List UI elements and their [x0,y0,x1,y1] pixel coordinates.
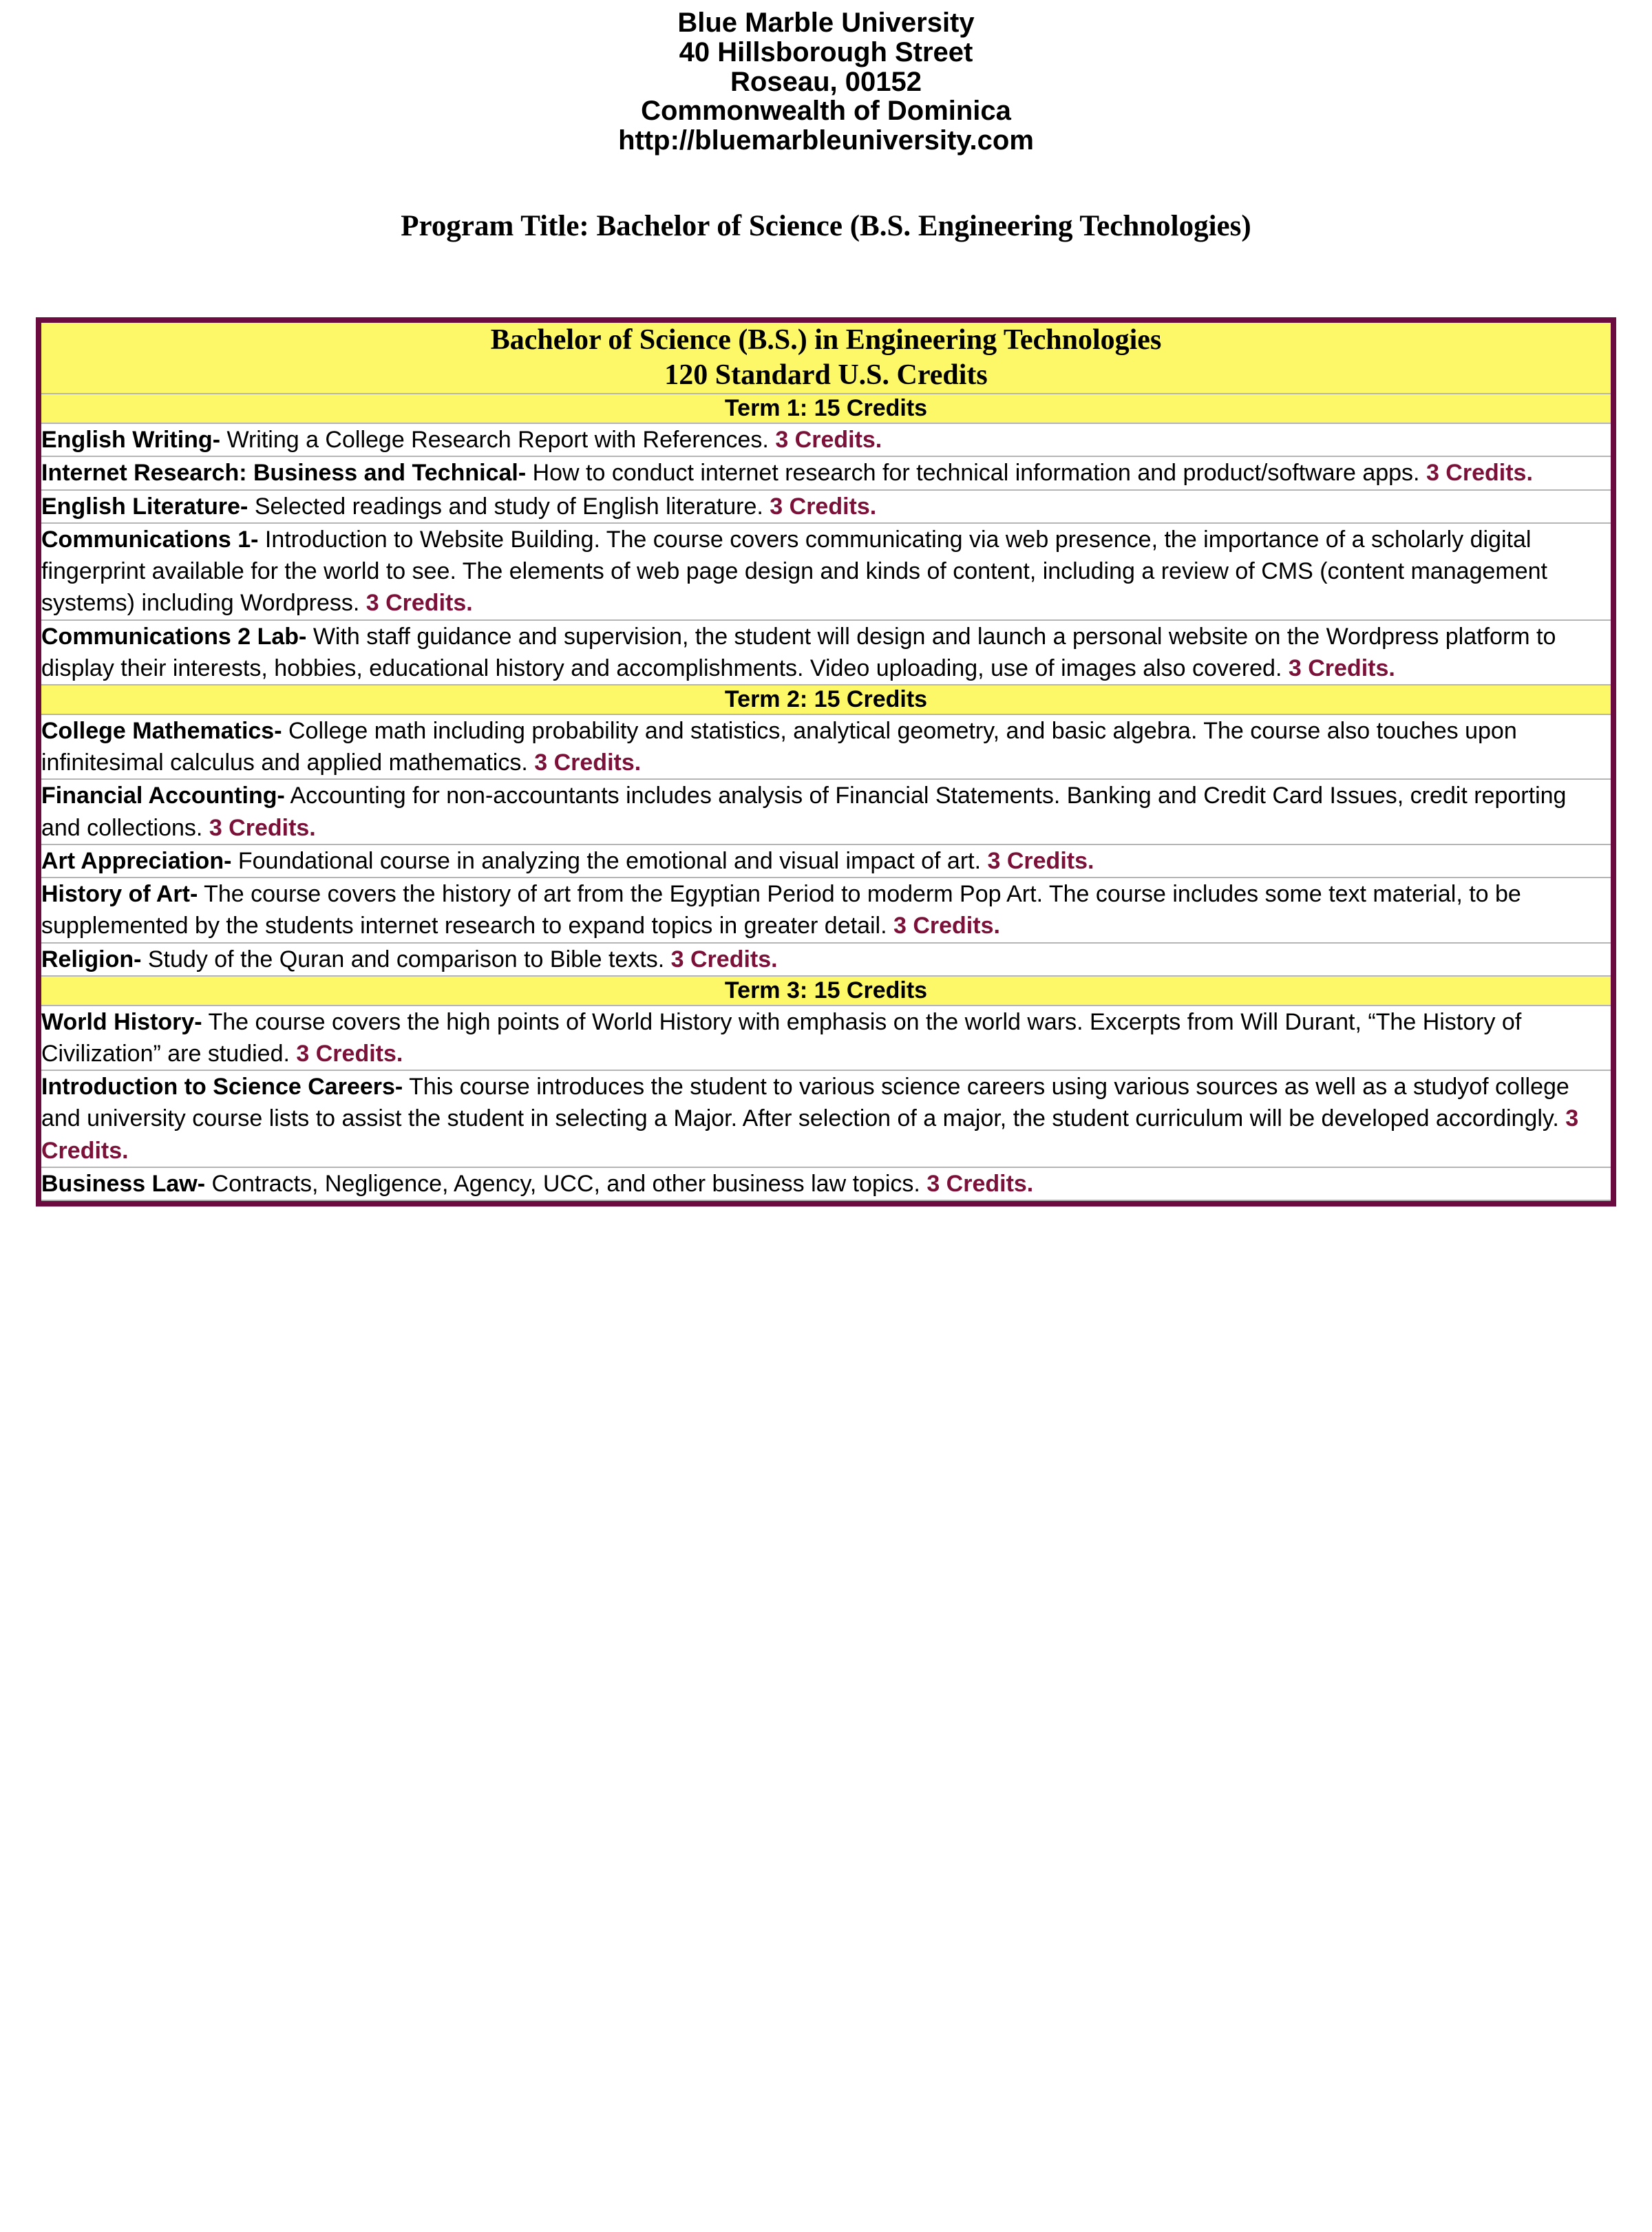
course-row [41,423,1611,456]
term-header-row [41,685,1611,714]
course-row [41,523,1611,620]
course-description: The course covers the history of art from the Egyptian Period to moderm Pop Art. The course includes some text material, to be supplemented by the students internet research to expand topics in greater detail. [41,881,1521,939]
letterhead-line-website: http://bluemarbleuniversity.com [618,125,1034,156]
letterhead-line-street: 40 Hillsborough Street [679,36,973,67]
program-title: Program Title: Bachelor of Science (B.S. Engineering Technologies) [401,209,1251,242]
curriculum-table-body [41,323,1611,1200]
course-description: With staff guidance and supervision, the student will design and launch a personal website on the Wordpress platform to display their interests, hobbies, educational history and accomplishments. Video uploading, use of images also covered. [41,623,1556,681]
course-credits: 3 Credits. [987,847,1094,874]
course-description: This course introduces the student to various science careers using various sources as well as a studyof college and university course lists to assist the student in selecting a Major. After selection of a major, the student curriculum will be developed accordingly. [41,1074,1569,1132]
course-row [41,1070,1611,1167]
letterhead-line-country: Commonwealth of Dominica [641,96,1011,127]
course-description: How to conduct internet research for technical information and product/software apps. [526,460,1426,487]
course-description: Introduction to Website Building. The course covers communicating via web presence, the importance of a scholarly digital fingerprint available for the world to see. The elements of web page design and kinds of content, including a review of CMS (content management systems) including Wordpress. [41,526,1547,617]
course-credits: 3 Credits. [41,1105,1579,1164]
course-cell [41,878,1611,942]
table-header-row [41,323,1611,394]
course-cell [41,620,1611,685]
course-credits: 3 Credits. [775,427,882,454]
course-description: Study of the Quran and comparison to Bible texts. [141,946,671,972]
course-name: English Writing- [41,427,221,454]
term-header-label: Term 3: 15 Credits [41,976,1611,1006]
course-cell [41,456,1611,489]
course-row [41,456,1611,489]
course-description: Writing a College Research Report with References. [220,427,776,454]
course-name: Communications 1- [41,526,259,553]
degree-title-line-1: Bachelor of Science (B.S.) in Engineering Technologies [490,323,1162,356]
course-name: English Literature- [41,493,248,520]
course-credits: 3 Credits. [670,946,778,972]
table-header-cell [41,323,1611,394]
course-description: Accounting for non-accountants includes analysis of Financial Statements. Banking and Credit Card Issues, credit reporting and collections. [41,783,1567,841]
course-row [41,779,1611,844]
degree-title-line-2: 120 Standard U.S. Credits [664,359,988,392]
letterhead-line-institution: Blue Marble University [677,8,975,38]
course-description: College math including probability and statistics, analytical geometry, and basic algebra. The course also touches upon infinitesimal calculus and applied mathematics. [41,717,1517,776]
course-credits: 3 Credits. [1426,460,1533,487]
course-credits: 3 Credits. [296,1040,403,1067]
course-credits: 3 Credits. [534,750,642,776]
course-name: Religion- [41,946,142,972]
course-name: Financial Accounting- [41,783,285,809]
course-cell [41,779,1611,844]
course-row [41,1167,1611,1200]
course-cell [41,423,1611,456]
course-cell [41,490,1611,523]
course-row [41,943,1611,976]
course-credits: 3 Credits. [366,590,473,617]
course-name: College Mathematics- [41,717,282,744]
course-cell [41,943,1611,976]
course-name: Introduction to Science Careers- [41,1074,403,1101]
curriculum-table-wrapper [36,317,1616,1207]
course-name: Communications 2 Lab- [41,623,307,650]
course-description: Foundational course in analyzing the emotional and visual impact of art. [231,847,988,874]
term-header-label: Term 1: 15 Credits [41,394,1611,423]
course-credits: 3 Credits. [926,1170,1034,1197]
term-header-row [41,976,1611,1006]
course-row [41,1006,1611,1070]
course-description: Selected readings and study of English literature. [248,493,770,520]
term-header-row [41,394,1611,423]
course-name: Art Appreciation- [41,847,232,874]
course-cell [41,844,1611,878]
course-row [41,490,1611,523]
course-cell [41,523,1611,620]
course-name: History of Art- [41,881,198,908]
course-description: The course covers the high points of World History with emphasis on the world wars. Excerpts from Will Durant, “The History of Civilization” are studied. [41,1008,1522,1067]
course-name: World History- [41,1008,202,1035]
course-row [41,878,1611,942]
course-credits: 3 Credits. [770,493,877,520]
course-credits: 3 Credits. [209,814,316,841]
course-cell [41,1070,1611,1167]
letterhead [0,0,1652,156]
course-name: Internet Research: Business and Technical- [41,460,527,487]
course-row [41,844,1611,878]
course-credits: 3 Credits. [893,913,1000,939]
term-header-label: Term 2: 15 Credits [41,685,1611,714]
course-name: Business Law- [41,1170,206,1197]
curriculum-table [41,323,1611,1201]
course-cell [41,1167,1611,1200]
course-cell [41,1006,1611,1070]
course-row [41,620,1611,685]
letterhead-line-city: Roseau, 00152 [730,66,922,97]
course-row [41,714,1611,779]
course-description: Contracts, Negligence, Agency, UCC, and other business law topics. [205,1170,927,1197]
course-credits: 3 Credits. [1288,655,1395,681]
course-cell [41,714,1611,779]
